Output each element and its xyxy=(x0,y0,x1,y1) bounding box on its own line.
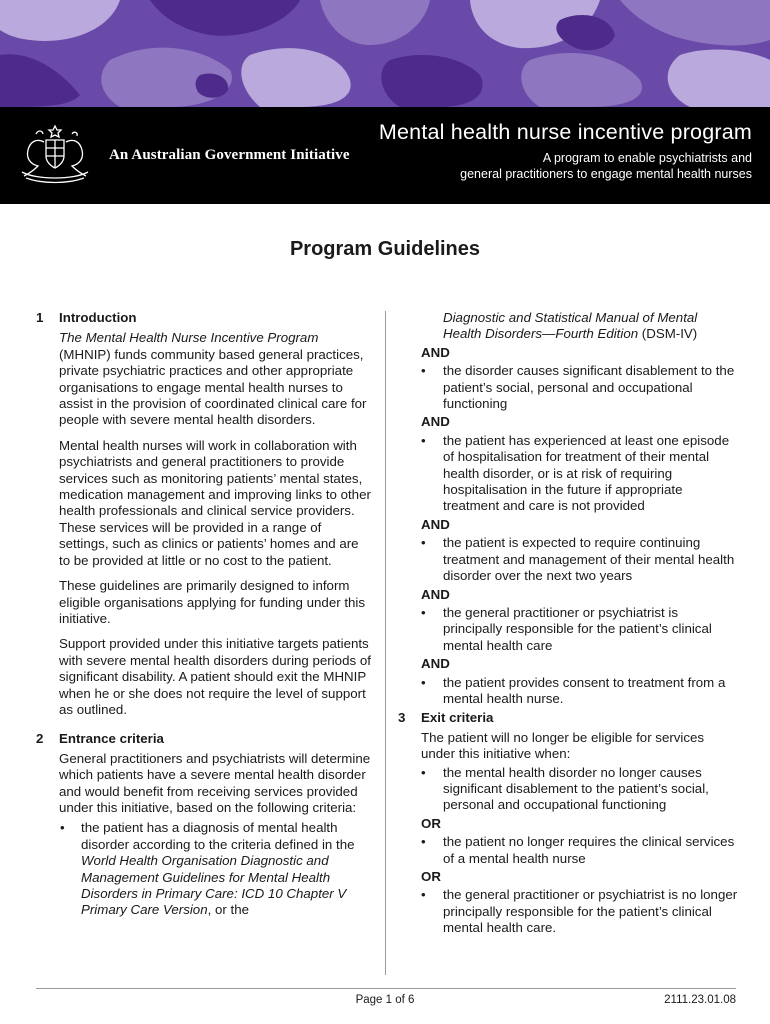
entrance-bullet-2 xyxy=(398,363,738,412)
camouflage-banner xyxy=(0,0,770,107)
bullet-glyph: • xyxy=(421,363,426,379)
left-column xyxy=(36,310,372,919)
bullet-text: the patient no longer requires the clinical services of a mental health nurse xyxy=(443,834,735,866)
footer-rule xyxy=(36,988,736,989)
bullet-text: the general practitioner or psychiatrist is no longer principally responsible for the patient’s clinical mental health care. xyxy=(443,887,738,936)
bullet-glyph: • xyxy=(421,604,426,620)
entrance-bullet-6 xyxy=(398,675,738,708)
connector-and: AND xyxy=(421,586,450,602)
program-subtitle-line-1: A program to enable psychiatrists and xyxy=(542,151,752,165)
program-name-italic: The Mental Health Nurse Incentive Program xyxy=(59,330,319,346)
intro-paragraph-2: Mental health nurses will work in collaboration with psychiatrists and general practitioners to provide services such as monitoring patients’ mental states, medication management and improving links to other health professionals and clinical service providers. These services will be provided in a range of settings, such as clinics or patients’ homes and are to be provided at little or no cost to the patient. xyxy=(59,437,371,568)
bullet-glyph: • xyxy=(421,674,426,690)
bullet-glyph: • xyxy=(421,535,426,551)
column-divider xyxy=(385,311,386,975)
section-title: Exit criteria xyxy=(421,710,494,726)
bullet-glyph: • xyxy=(60,820,65,836)
exit-bullet-1 xyxy=(398,765,738,814)
page-number: Page 1 of 6 xyxy=(355,994,415,1006)
connector-and: AND xyxy=(421,344,450,360)
right-column xyxy=(398,310,738,937)
section-heading-exit xyxy=(398,710,738,726)
intro-paragraph-4: Support provided under this initiative targets patients with severe mental health disorders during periods of significant disability. A patient should exit the MHNIP when he or she does not require the level of support as outlined. xyxy=(59,636,371,717)
entrance-bullet-1 xyxy=(36,820,372,918)
intro-paragraph-1 xyxy=(36,330,372,428)
program-subtitle xyxy=(332,150,752,182)
bullet-text: the patient has experienced at least one episode of hospitalisation for treatment of their mental health disorder, or is at risk of requiring hospitalisation in the future if appropriate treatment and care is not provided xyxy=(443,432,730,514)
program-subtitle-line-2: general practitioners to engage mental health nurses xyxy=(460,167,752,181)
entrance-bullet-5 xyxy=(398,605,738,654)
bullet-text: the disorder causes significant disablement to the patient’s social, personal and occupational functioning xyxy=(443,363,735,412)
section-title: Introduction xyxy=(59,310,137,325)
section-number: 1 xyxy=(36,310,44,325)
connector-or: OR xyxy=(421,815,441,831)
entrance-bullet-4 xyxy=(398,535,738,584)
intro-paragraph-3: These guidelines are primarily designed to inform eligible organisations applying for funding under this initiative. xyxy=(59,578,366,626)
bullet-glyph: • xyxy=(421,764,426,780)
intro-paragraph-1-text: (MHNIP) funds community based general practices, private psychiatric practices and other appropriate organisations to engage mental health nurses to assist in the provision of coordinated clinical care for people with severe mental health disorders. xyxy=(59,346,367,428)
connector-and: AND xyxy=(421,414,450,430)
section-number: 3 xyxy=(398,710,406,726)
exit-bullet-2 xyxy=(398,834,738,867)
section-heading-entrance xyxy=(36,731,372,747)
bullet-glyph: • xyxy=(421,834,426,850)
entrance-bullet-3 xyxy=(398,433,738,515)
section-heading-introduction xyxy=(36,310,372,326)
bullet-text: the general practitioner or psychiatrist is principally responsible for the patient’s clinical mental health care xyxy=(443,604,712,653)
program-title: Mental health nurse incentive program xyxy=(378,120,752,144)
section-title: Entrance criteria xyxy=(59,731,164,747)
banner-pattern xyxy=(0,0,770,107)
bullet-text: the mental health disorder no longer causes significant disablement to the patient’s social, personal and occupational functioning xyxy=(443,764,709,813)
bullet-text-continued: , or the xyxy=(207,902,249,918)
dsm-title: Diagnostic and Statistical Manual of Mental Health Disorders—Fourth Edition xyxy=(443,310,698,342)
section-number: 2 xyxy=(36,731,44,747)
exit-paragraph: The patient will no longer be eligible for services under this initiative when: xyxy=(421,729,705,762)
bullet-text: the patient is expected to require continuing treatment and management of their mental health disorder over the next two years xyxy=(443,535,735,584)
exit-bullet-3 xyxy=(398,887,738,936)
connector-or: OR xyxy=(421,869,441,884)
connector-and: AND xyxy=(421,656,450,672)
page-title: Program Guidelines xyxy=(289,238,481,260)
connector-and: AND xyxy=(421,516,450,532)
government-initiative-label: An Australian Government Initiative xyxy=(109,147,350,163)
bullet-glyph: • xyxy=(421,887,426,903)
bullet-text: the patient provides consent to treatment from a mental health nurse. xyxy=(443,674,726,706)
entrance-paragraph: General practitioners and psychiatrists will determine which patients have a severe mental health disorder and would benefit from receiving services provided under this initiative, based on the following criteria: xyxy=(59,750,371,815)
coat-of-arms-icon xyxy=(16,122,94,184)
bullet-text: the patient has a diagnosis of mental health disorder according to the criteria defined in the xyxy=(81,820,355,852)
who-guidelines-title: World Health Organisation Diagnostic and Management Guidelines for Mental Health Disorders in Primary Care: ICD 10 Chapter V Primary Care Version xyxy=(81,853,347,918)
dsm-abbrev: (DSM-IV) xyxy=(638,326,698,342)
dsm-continuation xyxy=(398,310,738,343)
bullet-glyph: • xyxy=(421,432,426,448)
document-code: 2111.23.01.08 xyxy=(664,994,736,1006)
